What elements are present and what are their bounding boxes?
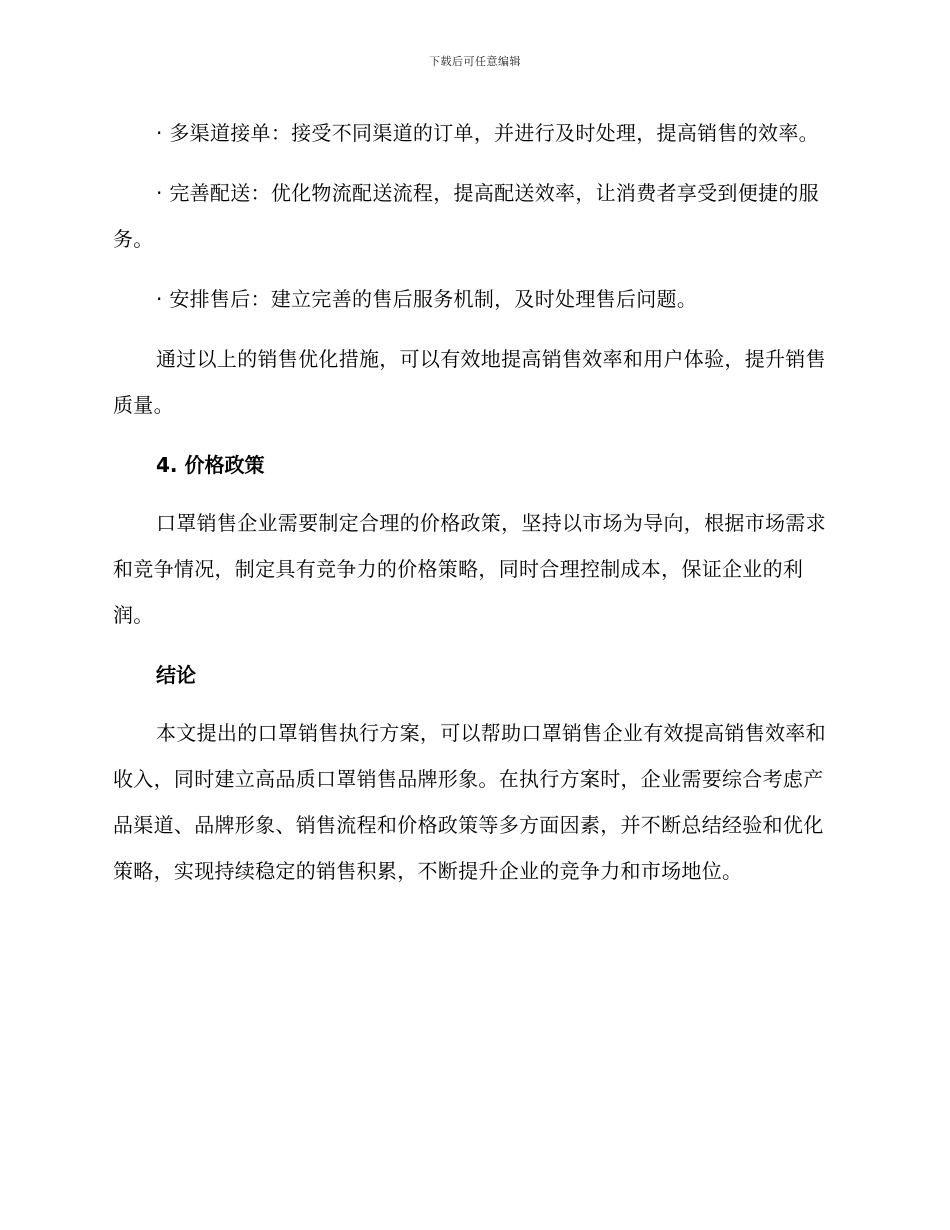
paragraph-conclusion: 本文提出的口罩销售执行方案，可以帮助口罩销售企业有效提高销售效率和收入，同时建立高品质口罩销售品牌形象。在执行方案时，企业需要综合考虑产品渠道、品牌形象、销售流程和价格政策等多方面因素，并不断总结经验和优化策略，实现持续稳定的销售积累，不断提升企业的竞争力和市场地位。 [113, 721, 826, 883]
document-body [113, 110, 833, 908]
page-header: 下载后可任意编辑 [429, 55, 521, 68]
bullet-delivery: · 完善配送：优化物流配送流程，提高配送效率，让消费者享受到便捷的服务。 [113, 181, 819, 251]
bullet-after-sales: · 安排售后：建立完善的售后服务机制，及时处理售后问题。 [156, 287, 698, 311]
bullet-multichannel-orders: · 多渠道接单：接受不同渠道的订单，并进行及时处理，提高销售的效率。 [156, 121, 819, 145]
paragraph-sales-summary: 通过以上的销售优化措施，可以有效地提高销售效率和用户体验，提升销售质量。 [113, 347, 826, 417]
heading-conclusion: 结论 [156, 663, 196, 687]
heading-price-policy: 4. 价格政策 [156, 453, 265, 477]
paragraph-price-policy: 口罩销售企业需要制定合理的价格政策，坚持以市场为导向，根据市场需求和竞争情况，制定具有竞争力的价格策略，同时合理控制成本，保证企业的利润。 [113, 511, 826, 627]
